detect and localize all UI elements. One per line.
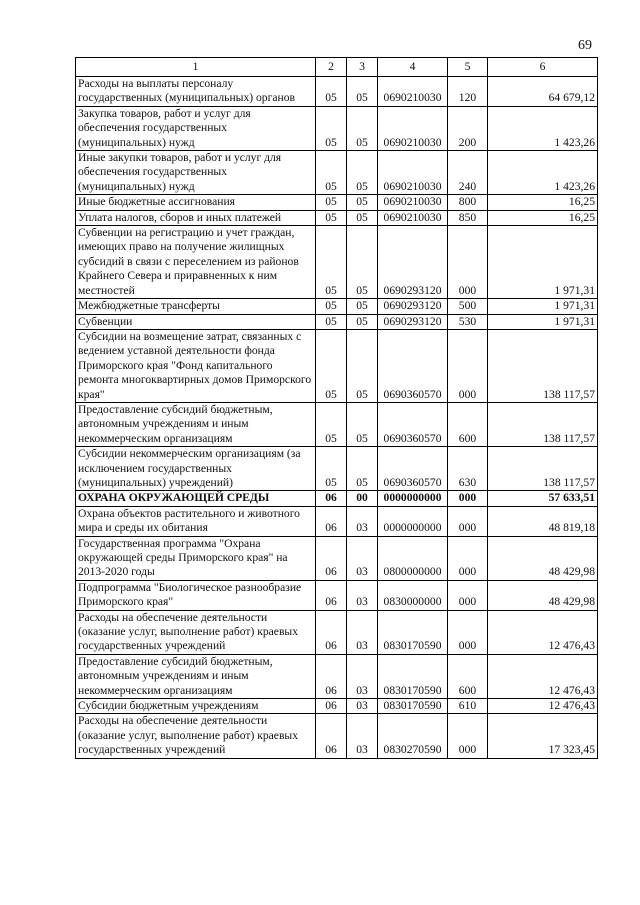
row-target-code: 0690360570 — [378, 447, 448, 491]
row-target-code: 0690210030 — [378, 210, 448, 225]
row-subsection: 00 — [347, 491, 378, 506]
row-target-code: 0690293120 — [378, 314, 448, 329]
table-row — [76, 314, 598, 329]
row-expense-type: 610 — [448, 699, 488, 714]
row-subsection: 03 — [347, 610, 378, 654]
row-section: 06 — [316, 654, 347, 698]
row-subsection: 03 — [347, 654, 378, 698]
row-name: Субвенции на регистрацию и учет граждан, имеющих право на получение жилищных субсидий в связи с переселением из районов Крайнего Севера и приравненных к ним местностей — [76, 226, 316, 299]
row-name: Уплата налогов, сборов и иных платежей — [76, 210, 316, 225]
row-amount: 64 679,12 — [488, 77, 598, 107]
row-target-code: 0800000000 — [378, 536, 448, 580]
table-row — [76, 106, 598, 150]
column-header: 5 — [448, 58, 488, 77]
row-name: Субвенции — [76, 314, 316, 329]
column-header: 1 — [76, 58, 316, 77]
row-target-code: 0690293120 — [378, 299, 448, 314]
row-target-code: 0830170590 — [378, 699, 448, 714]
row-expense-type: 120 — [448, 77, 488, 107]
row-target-code: 0690210030 — [378, 195, 448, 210]
table-row — [76, 226, 598, 299]
table-row — [76, 536, 598, 580]
row-section: 05 — [316, 447, 347, 491]
table-row — [76, 151, 598, 195]
row-amount: 12 476,43 — [488, 654, 598, 698]
row-target-code: 0000000000 — [378, 491, 448, 506]
row-amount: 17 323,45 — [488, 714, 598, 758]
row-target-code: 0830270590 — [378, 714, 448, 758]
row-section: 05 — [316, 151, 347, 195]
row-expense-type: 800 — [448, 195, 488, 210]
row-name: Субсидии на возмещение затрат, связанных с ведением уставной деятельности фонда Приморского края "Фонд капитального ремонта многоквартирных домов Приморского края" — [76, 329, 316, 402]
table-row — [76, 654, 598, 698]
row-name: Субсидии некоммерческим организациям (за исключением государственных (муниципальных) учреждений) — [76, 447, 316, 491]
column-header: 4 — [378, 58, 448, 77]
table-row — [76, 299, 598, 314]
row-subsection: 05 — [347, 195, 378, 210]
row-amount: 57 633,51 — [488, 491, 598, 506]
row-section: 06 — [316, 714, 347, 758]
row-amount: 138 117,57 — [488, 402, 598, 446]
row-name: Субсидии бюджетным учреждениям — [76, 699, 316, 714]
row-name: Расходы на обеспечение деятельности (оказание услуг, выполнение работ) краевых государственных учреждений — [76, 610, 316, 654]
row-expense-type: 500 — [448, 299, 488, 314]
row-section: 06 — [316, 610, 347, 654]
row-subsection: 03 — [347, 714, 378, 758]
row-amount: 48 819,18 — [488, 506, 598, 536]
row-amount: 1 971,31 — [488, 299, 598, 314]
row-expense-type: 000 — [448, 491, 488, 506]
row-section: 06 — [316, 536, 347, 580]
row-section: 05 — [316, 210, 347, 225]
row-subsection: 05 — [347, 151, 378, 195]
table-row — [76, 447, 598, 491]
row-target-code: 0690360570 — [378, 402, 448, 446]
row-amount: 12 476,43 — [488, 610, 598, 654]
table-row — [76, 402, 598, 446]
row-amount: 1 423,26 — [488, 151, 598, 195]
row-section: 05 — [316, 77, 347, 107]
column-header: 2 — [316, 58, 347, 77]
table-row — [76, 210, 598, 225]
row-amount: 138 117,57 — [488, 329, 598, 402]
row-amount: 16,25 — [488, 210, 598, 225]
row-name: Подпрограмма "Биологическое разнообразие Приморского края" — [76, 580, 316, 610]
row-amount: 1 971,31 — [488, 314, 598, 329]
table-row — [76, 714, 598, 758]
row-subsection: 05 — [347, 314, 378, 329]
table-row — [76, 580, 598, 610]
row-name: Расходы на обеспечение деятельности (оказание услуг, выполнение работ) краевых государственных учреждений — [76, 714, 316, 758]
table-row — [76, 77, 598, 107]
column-header: 6 — [488, 58, 598, 77]
row-expense-type: 000 — [448, 610, 488, 654]
row-expense-type: 630 — [448, 447, 488, 491]
row-target-code: 0830000000 — [378, 580, 448, 610]
row-target-code: 0690360570 — [378, 329, 448, 402]
table-row — [76, 506, 598, 536]
row-section: 05 — [316, 106, 347, 150]
row-name: Предоставление субсидий бюджетным, автономным учреждениям и иным некоммерческим организациям — [76, 654, 316, 698]
row-expense-type: 200 — [448, 106, 488, 150]
row-expense-type: 000 — [448, 506, 488, 536]
row-expense-type: 000 — [448, 226, 488, 299]
table-row — [76, 329, 598, 402]
row-expense-type: 600 — [448, 654, 488, 698]
table-row — [76, 491, 598, 506]
row-amount: 12 476,43 — [488, 699, 598, 714]
row-amount: 1 971,31 — [488, 226, 598, 299]
row-name: Иные закупки товаров, работ и услуг для обеспечения государственных (муниципальных) нужд — [76, 151, 316, 195]
row-subsection: 05 — [347, 329, 378, 402]
row-section: 05 — [316, 402, 347, 446]
row-subsection: 03 — [347, 580, 378, 610]
row-subsection: 03 — [347, 536, 378, 580]
row-expense-type: 000 — [448, 580, 488, 610]
row-section: 05 — [316, 314, 347, 329]
row-subsection: 05 — [347, 299, 378, 314]
row-name: ОХРАНА ОКРУЖАЮЩЕЙ СРЕДЫ — [76, 491, 316, 506]
page-number: 69 — [578, 38, 592, 53]
row-amount: 48 429,98 — [488, 536, 598, 580]
row-target-code: 0690210030 — [378, 151, 448, 195]
row-section: 06 — [316, 699, 347, 714]
row-section: 05 — [316, 299, 347, 314]
row-target-code: 0690293120 — [378, 226, 448, 299]
row-target-code: 0830170590 — [378, 610, 448, 654]
row-subsection: 05 — [347, 447, 378, 491]
row-name: Охрана объектов растительного и животного мира и среды их обитания — [76, 506, 316, 536]
row-name: Межбюджетные трансферты — [76, 299, 316, 314]
row-subsection: 05 — [347, 210, 378, 225]
row-section: 06 — [316, 491, 347, 506]
row-target-code: 0690210030 — [378, 77, 448, 107]
row-amount: 138 117,57 — [488, 447, 598, 491]
row-subsection: 03 — [347, 699, 378, 714]
row-expense-type: 600 — [448, 402, 488, 446]
row-name: Предоставление субсидий бюджетным, автономным учреждениям и иным некоммерческим организациям — [76, 402, 316, 446]
row-target-code: 0000000000 — [378, 506, 448, 536]
row-amount: 48 429,98 — [488, 580, 598, 610]
row-amount: 16,25 — [488, 195, 598, 210]
row-section: 05 — [316, 329, 347, 402]
row-section: 05 — [316, 195, 347, 210]
table-row — [76, 699, 598, 714]
row-name: Расходы на выплаты персоналу государственных (муниципальных) органов — [76, 77, 316, 107]
row-expense-type: 240 — [448, 151, 488, 195]
row-target-code: 0830170590 — [378, 654, 448, 698]
row-section: 06 — [316, 506, 347, 536]
row-subsection: 05 — [347, 226, 378, 299]
row-subsection: 03 — [347, 506, 378, 536]
row-name: Государственная программа "Охрана окружающей среды Приморского края" на 2013-2020 годы — [76, 536, 316, 580]
row-expense-type: 530 — [448, 314, 488, 329]
row-section: 06 — [316, 580, 347, 610]
row-target-code: 0690210030 — [378, 106, 448, 150]
budget-table — [75, 57, 598, 759]
row-subsection: 05 — [347, 106, 378, 150]
row-section: 05 — [316, 226, 347, 299]
header-row — [76, 58, 598, 77]
row-name: Закупка товаров, работ и услуг для обеспечения государственных (муниципальных) нужд — [76, 106, 316, 150]
row-expense-type: 000 — [448, 329, 488, 402]
row-subsection: 05 — [347, 77, 378, 107]
column-header: 3 — [347, 58, 378, 77]
row-expense-type: 000 — [448, 714, 488, 758]
row-name: Иные бюджетные ассигнования — [76, 195, 316, 210]
row-expense-type: 000 — [448, 536, 488, 580]
row-amount: 1 423,26 — [488, 106, 598, 150]
row-expense-type: 850 — [448, 210, 488, 225]
row-subsection: 05 — [347, 402, 378, 446]
table-row — [76, 195, 598, 210]
table-row — [76, 610, 598, 654]
